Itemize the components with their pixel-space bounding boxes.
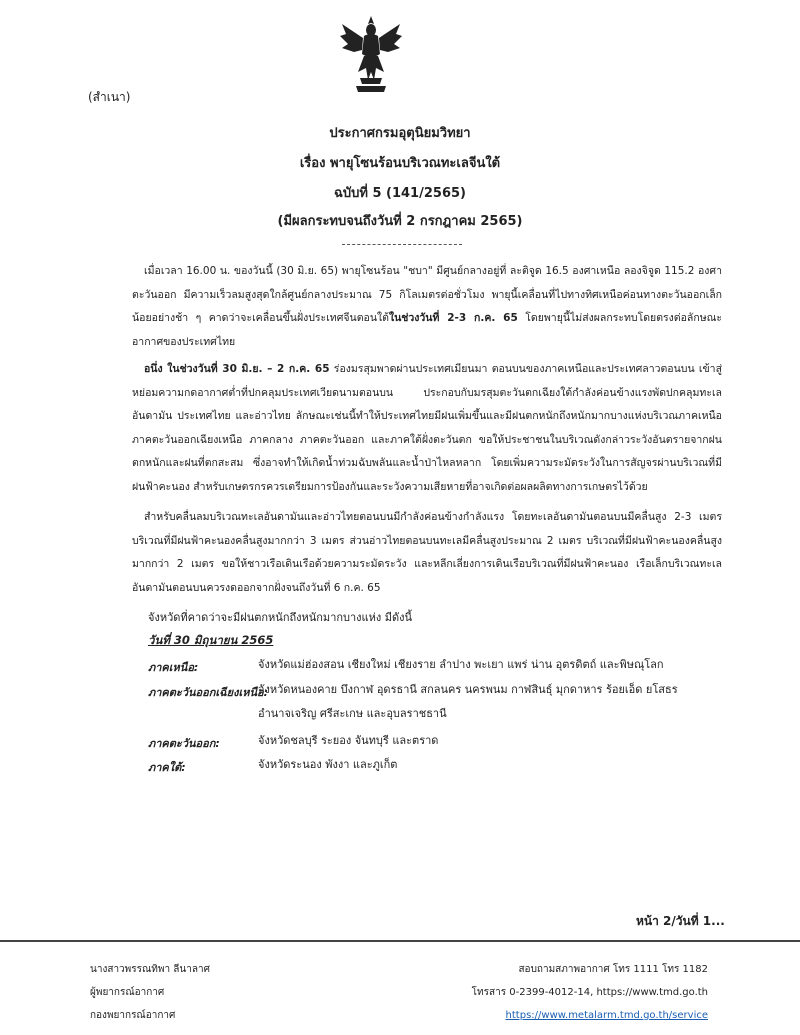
region-label: ภาคเหนือ: <box>148 661 199 674</box>
page-number: หน้า 2/วันที่ 1... <box>636 914 725 928</box>
paragraph-monsoon <box>132 358 722 499</box>
footer-phone: สอบถามสภาพอากาศ โทร 1111 โทร 1182 <box>518 964 708 975</box>
announcement-effective: (มีผลกระทบจนถึงวันที่ 2 กรกฎาคม 2565) <box>277 214 523 229</box>
footer-author-role: ผู้พยากรณ์อากาศ <box>90 987 165 998</box>
region-label: ภาคตะวันออก: <box>148 737 220 750</box>
region-provinces: จังหวัดแม่ฮ่องสอน เชียงใหม่ เชียงราย ลำปาง พะเยา แพร่ น่าน อุตรดิตถ์ และพิษณุโลก <box>258 658 664 671</box>
region-provinces: จังหวัดชลบุรี ระยอง จันทบุรี และตราด <box>258 734 439 747</box>
footer-author-division: กองพยากรณ์อากาศ <box>90 1010 176 1021</box>
announcement-subject: เรื่อง พายุโซนร้อนบริเวณทะเลจีนใต้ <box>299 156 501 171</box>
para3-text: สำหรับคลื่นลมบริเวณทะเลอันดามันและอ่าวไทยตอนบนมีกำลังค่อนข้างกำลังแรง โดยทะเลอันดามันตอนบนมีคลื่นสูง 2-3 เมตร บริเวณที่มีฝนฟ้าคะนองคลื่นสูงมากกว่า 3 เมตร ส่วนอ่าวไทยตอนบนทะเลมีคลื่นสูงประมาณ 2 เมตร บริเวณที่มีฝนฟ้าคะนองคลื่นสูงมากกว่า 2 เมตร ขอให้ชาวเรือเดินเรือด้วยความระมัดระวัง และหลีกเลี่ยงการเดินเรือบริเวณที่มีฝนฟ้าคะนอง เรือเล็กบริเวณทะเลอันดามันตอนบนควรงดออกจากฝั่งจนถึงวันที่ 6 ก.ค. 65 <box>132 511 722 594</box>
footer-author-name: นางสาวพรรณทิพา ลีนาลาศ <box>90 964 210 975</box>
para2-text: ร่องมรสุมพาดผ่านประเทศเมียนมา ตอนบนของภาคเหนือและประเทศลาวตอนบน เข้าสู่หย่อมความกดอากาศต่ำที่ปกคลุมประเทศเวียดนามตอนบน ประกอบกับมรสุมตะวันตกเฉียงใต้กำลังค่อนข้างแรงพัดปกคลุมทะเลอันดามัน ประเทศไทย และอ่าวไทย ลักษณะเช่นนี้ทำให้ประเทศไทยมีฝนเพิ่มขึ้นและมีฝนตกหนักถึงหนักมากบางแห่งบริเวณภาคเหนือ ภาคตะวันออกเฉียงเหนือ ภาคกลาง ภาคตะวันออก และภาคใต้ฝั่งตะวันตก ขอให้ประชาชนในบริเวณดังกล่าวระวังอันตรายจากฝนตกหนักและฝนที่ตกสะสม ซึ่งอาจทำให้เกิดน้ำท่วมฉับพลันและน้ำป่าไหลหลาก โดยเพิ่มความระมัดระวังในการสัญจรผ่านบริเวณที่มีฝนฟ้าคะนอง สำหรับเกษตรกรควรเตรียมการป้องกันและระวังความเสียหายที่อาจเกิดต่อผลผลิตทางการเกษตรไว้ด้วย <box>132 363 722 493</box>
region-provinces: จังหวัดหนองคาย บึงกาฬ อุดรธานี สกลนคร นครพนม กาฬสินธุ์ มุกดาหาร ร้อยเอ็ด ยโสธร อำนาจเจริญ ศรีสะเกษ และอุบลราชธานี <box>258 683 678 720</box>
footer-author <box>90 958 210 1027</box>
para2-lead-bold: อนึ่ง ในช่วงวันที่ 30 มิ.ย. – 2 ก.ค. 65 <box>144 363 330 375</box>
announcement-title: ประกาศกรมอุตุนิยมวิทยา <box>329 126 471 141</box>
paragraph-storm-position <box>132 260 722 354</box>
forecast-date: วันที่ 30 มิถุนายน 2565 <box>148 633 274 647</box>
paragraph-waves <box>132 506 722 600</box>
para1-text-a: เมื่อเวลา 16.00 น. ของวันนี้ (30 มิ.ย. 65) พายุโซนร้อน "ชบา" มีศูนย์กลางอยู่ที่ ละติจูด 16.5 องศาเหนือ ลองจิจูด 115.2 องศาตะวันออก มีความเร็วลมสูงสุดใกล้ศูนย์กลางประมาณ 75 กิโลเมตรต่อชั่วโมง พายุนี้เคลื่อนที่ไปทางทิศเหนือค่อนทางตะวันออกเล็กน้อยอย่างช้า ๆ คาดว่าจะเคลื่อนขึ้นฝั่งประเทศจีนตอนใต้ <box>132 265 722 324</box>
footer-fax-web: โทรสาร 0-2399-4012-14, https://www.tmd.go.th <box>471 987 708 998</box>
forecast-intro: จังหวัดที่คาดว่าจะมีฝนตกหนักถึงหนักมากบางแห่ง มีดังนี้ <box>148 611 413 624</box>
garuda-emblem-icon <box>338 14 404 94</box>
footer-service-link[interactable]: https://www.metalarm.tmd.go.th/service <box>505 1010 708 1021</box>
region-label: ภาคตะวันออกเฉียงเหนือ: <box>148 686 269 699</box>
para1-text-b: โดยพายุนี้ไม่ส่งผลกระทบโดยตรงต่อลักษณะอากาศของประเทศไทย <box>132 312 722 348</box>
copy-label: (สำเนา) <box>88 90 131 104</box>
header-separator <box>342 244 462 245</box>
announcement-issue: ฉบับที่ 5 (141/2565) <box>334 186 466 201</box>
footer-divider <box>0 940 800 942</box>
region-label: ภาคใต้: <box>148 761 186 774</box>
para1-text-bold: ในช่วงวันที่ 2-3 ก.ค. 65 <box>388 312 518 324</box>
footer-contact <box>472 958 708 1027</box>
region-provinces: จังหวัดระนอง พังงา และภูเก็ต <box>258 758 398 771</box>
